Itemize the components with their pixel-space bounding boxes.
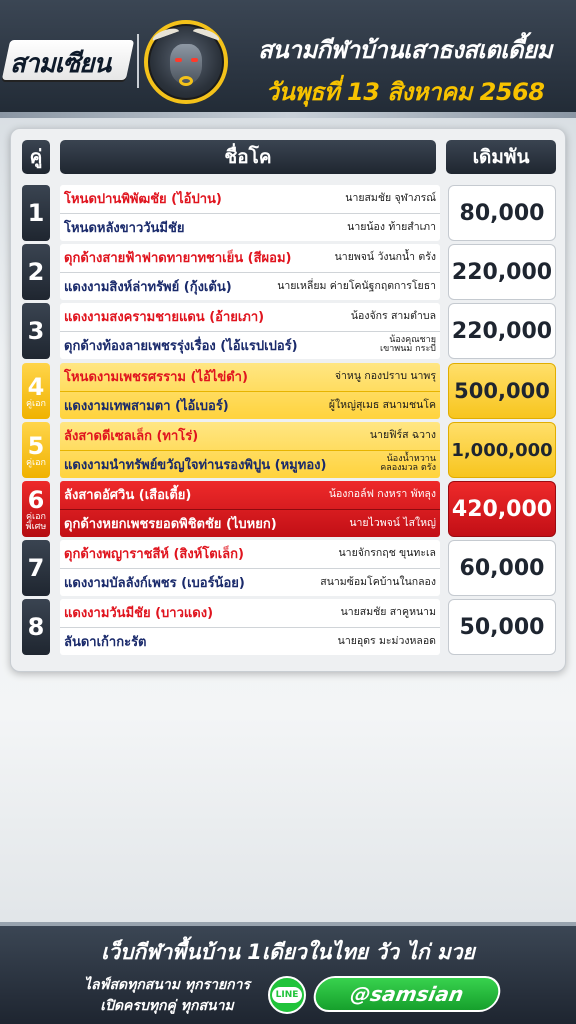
pair-number: 8 xyxy=(22,599,50,655)
owner-name: ผู้ใหญ่สุเมธ สนามชนโค xyxy=(328,398,436,411)
match-row-6 xyxy=(22,481,556,537)
owner-name: น้องคุณชาย เขาพนม กระบี่ xyxy=(380,335,436,354)
column-header-bet: เดิมพัน xyxy=(446,140,556,174)
cow-name: ลังสาดดีเซลเล็ก (ทาโร่) xyxy=(64,429,199,444)
column-header-name: ชื่อโค xyxy=(60,140,436,174)
contenders xyxy=(60,244,440,300)
column-header-pair: คู่ xyxy=(22,140,50,174)
cow-name: ลันดาเก้ากะรัต xyxy=(64,634,147,650)
match-row-2 xyxy=(22,244,556,300)
owner-name: สนามซ้อมโคบ้านในกลอง xyxy=(320,575,436,588)
cow-name: โหนดปานพิพัฒชัย (ไอ้ปาน) xyxy=(64,192,222,207)
contenders xyxy=(60,422,440,478)
owner-name: นายสมชัย สาคูหนาม xyxy=(340,606,436,618)
bet-amount: 50,000 xyxy=(448,599,556,655)
match-row-8 xyxy=(22,599,556,655)
footer-open-text: เปิดครบทุกคู่ ทุกสนาม xyxy=(100,998,234,1014)
owner-name: นายอุดร มะม่วงหลอด xyxy=(337,634,436,647)
line-id-button[interactable]: @samsian xyxy=(311,976,503,1012)
bet-amount: 220,000 xyxy=(448,303,556,359)
owner-name: นายน้อง ท้ายสำเภา xyxy=(347,220,436,233)
event-date: วันพุธที่ 13 สิงหาคม 2568 xyxy=(265,78,545,106)
contenders xyxy=(60,185,440,241)
line-app-icon[interactable]: LINE xyxy=(268,976,306,1014)
bet-amount: 420,000 xyxy=(448,481,556,537)
footer-tagline: เว็บกีฬาพื้นบ้าน 1เดียวในไทย วัว ไก่ มวย xyxy=(101,940,475,964)
match-row-7 xyxy=(22,540,556,596)
cow-name: ดุกด้างพญาราชสีห์ (สิงห์โตเล็ก) xyxy=(64,547,244,562)
owner-name: นายฟิร์ส ฉวาง xyxy=(369,429,436,441)
pair-number-featured: 5 คู่เอก xyxy=(22,422,50,478)
bet-amount: 1,000,000 xyxy=(448,422,556,478)
pair-number: 7 xyxy=(22,540,50,596)
cow-name: แดงงามบัลลังก์เพชร (เบอร์น้อย) xyxy=(64,575,245,591)
cow-name: แดงงามนำทรัพย์ขวัญใจท่านรองพิปูน (หมูทอง) xyxy=(64,457,327,473)
pair-number: 3 xyxy=(22,303,50,359)
owner-name: นายพจน์ วังนกน้ำ ตรัง xyxy=(334,251,436,263)
owner-name: น้องน้ำหวาน คลองมวล ตรัง xyxy=(380,454,436,473)
brand-logo: สามเซียน xyxy=(10,49,111,79)
owner-name: นายไวพจน์ ไสใหญ่ xyxy=(349,516,436,529)
cow-name: โหนดหลังขาววันมีชัย xyxy=(64,220,185,236)
cow-name: แดงงามสิงห์ล่าทรัพย์ (กุ้งเต้น) xyxy=(64,279,232,295)
bet-amount: 500,000 xyxy=(448,363,556,419)
owner-name: นายสมชัย จุฬาภรณ์ xyxy=(345,192,436,204)
pair-number-special: 6 คู่เอก พิเศษ xyxy=(22,481,50,537)
bet-amount: 60,000 xyxy=(448,540,556,596)
cow-name: แดงงามวันมีชัย (บาวแดง) xyxy=(64,606,214,621)
contenders xyxy=(60,599,440,655)
cow-name: ดุกด้างสายฟ้าฟาดทายาทชาเย็น (สีผอม) xyxy=(64,251,292,266)
owner-name: นายเหลี่ยม ค่ายโคนัฐกฤตการโยธา xyxy=(277,279,436,292)
owner-name: น้องกอล์ฟ กงหรา พัทลุง xyxy=(328,488,436,500)
footer-live-text: ไลฟ์สดทุกสนาม ทุกรายการ xyxy=(83,977,251,993)
bet-amount: 80,000 xyxy=(448,185,556,241)
match-row-3 xyxy=(22,303,556,359)
match-row-4 xyxy=(22,363,556,419)
featured-tag: คู่เอก xyxy=(26,399,46,409)
contenders xyxy=(60,481,440,537)
logo-divider xyxy=(137,34,139,88)
cow-name: ดุกด้างหยกเพชรยอดพิชิตชัย (ไบหยก) xyxy=(64,516,277,532)
cow-name: ลังสาดอัศวิน (เสือเตี้ย) xyxy=(64,488,192,503)
owner-name: นายจักรกฤช ขุนทะเล xyxy=(338,547,436,559)
featured-tag: คู่เอก xyxy=(26,458,46,468)
special-tag: พิเศษ xyxy=(25,522,47,532)
pair-number: 2 xyxy=(22,244,50,300)
owner-name: น้องจักร สามตำบล xyxy=(350,310,436,322)
contenders xyxy=(60,303,440,359)
bet-amount: 220,000 xyxy=(448,244,556,300)
contenders xyxy=(60,540,440,596)
owner-name: จ่าหนู กองปราบ นาพรุ xyxy=(334,370,436,382)
featured-tag: คู่เอก xyxy=(26,512,46,522)
bull-emblem-icon xyxy=(144,20,228,104)
venue-title: สนามกีฬาบ้านเสาธงสเตเดี้ยม xyxy=(258,36,552,64)
pair-number: 1 xyxy=(22,185,50,241)
match-row-5 xyxy=(22,422,556,478)
pair-number-featured: 4 คู่เอก xyxy=(22,363,50,419)
contenders xyxy=(60,363,440,419)
cow-name: ดุกด้างท้องลายเพชรรุ่งเรื่อง (ไอ้แรปเปอร์) xyxy=(64,338,298,354)
cow-name: โหนดงามเพชรศรราม (ไอ้ไข่ดำ) xyxy=(64,370,248,385)
cow-name: แดงงามเทพสามตา (ไอ้เบอร์) xyxy=(64,398,229,414)
match-row-1 xyxy=(22,185,556,241)
cow-name: แดงงามสงครามชายแดน (อ้ายเภา) xyxy=(64,310,265,325)
